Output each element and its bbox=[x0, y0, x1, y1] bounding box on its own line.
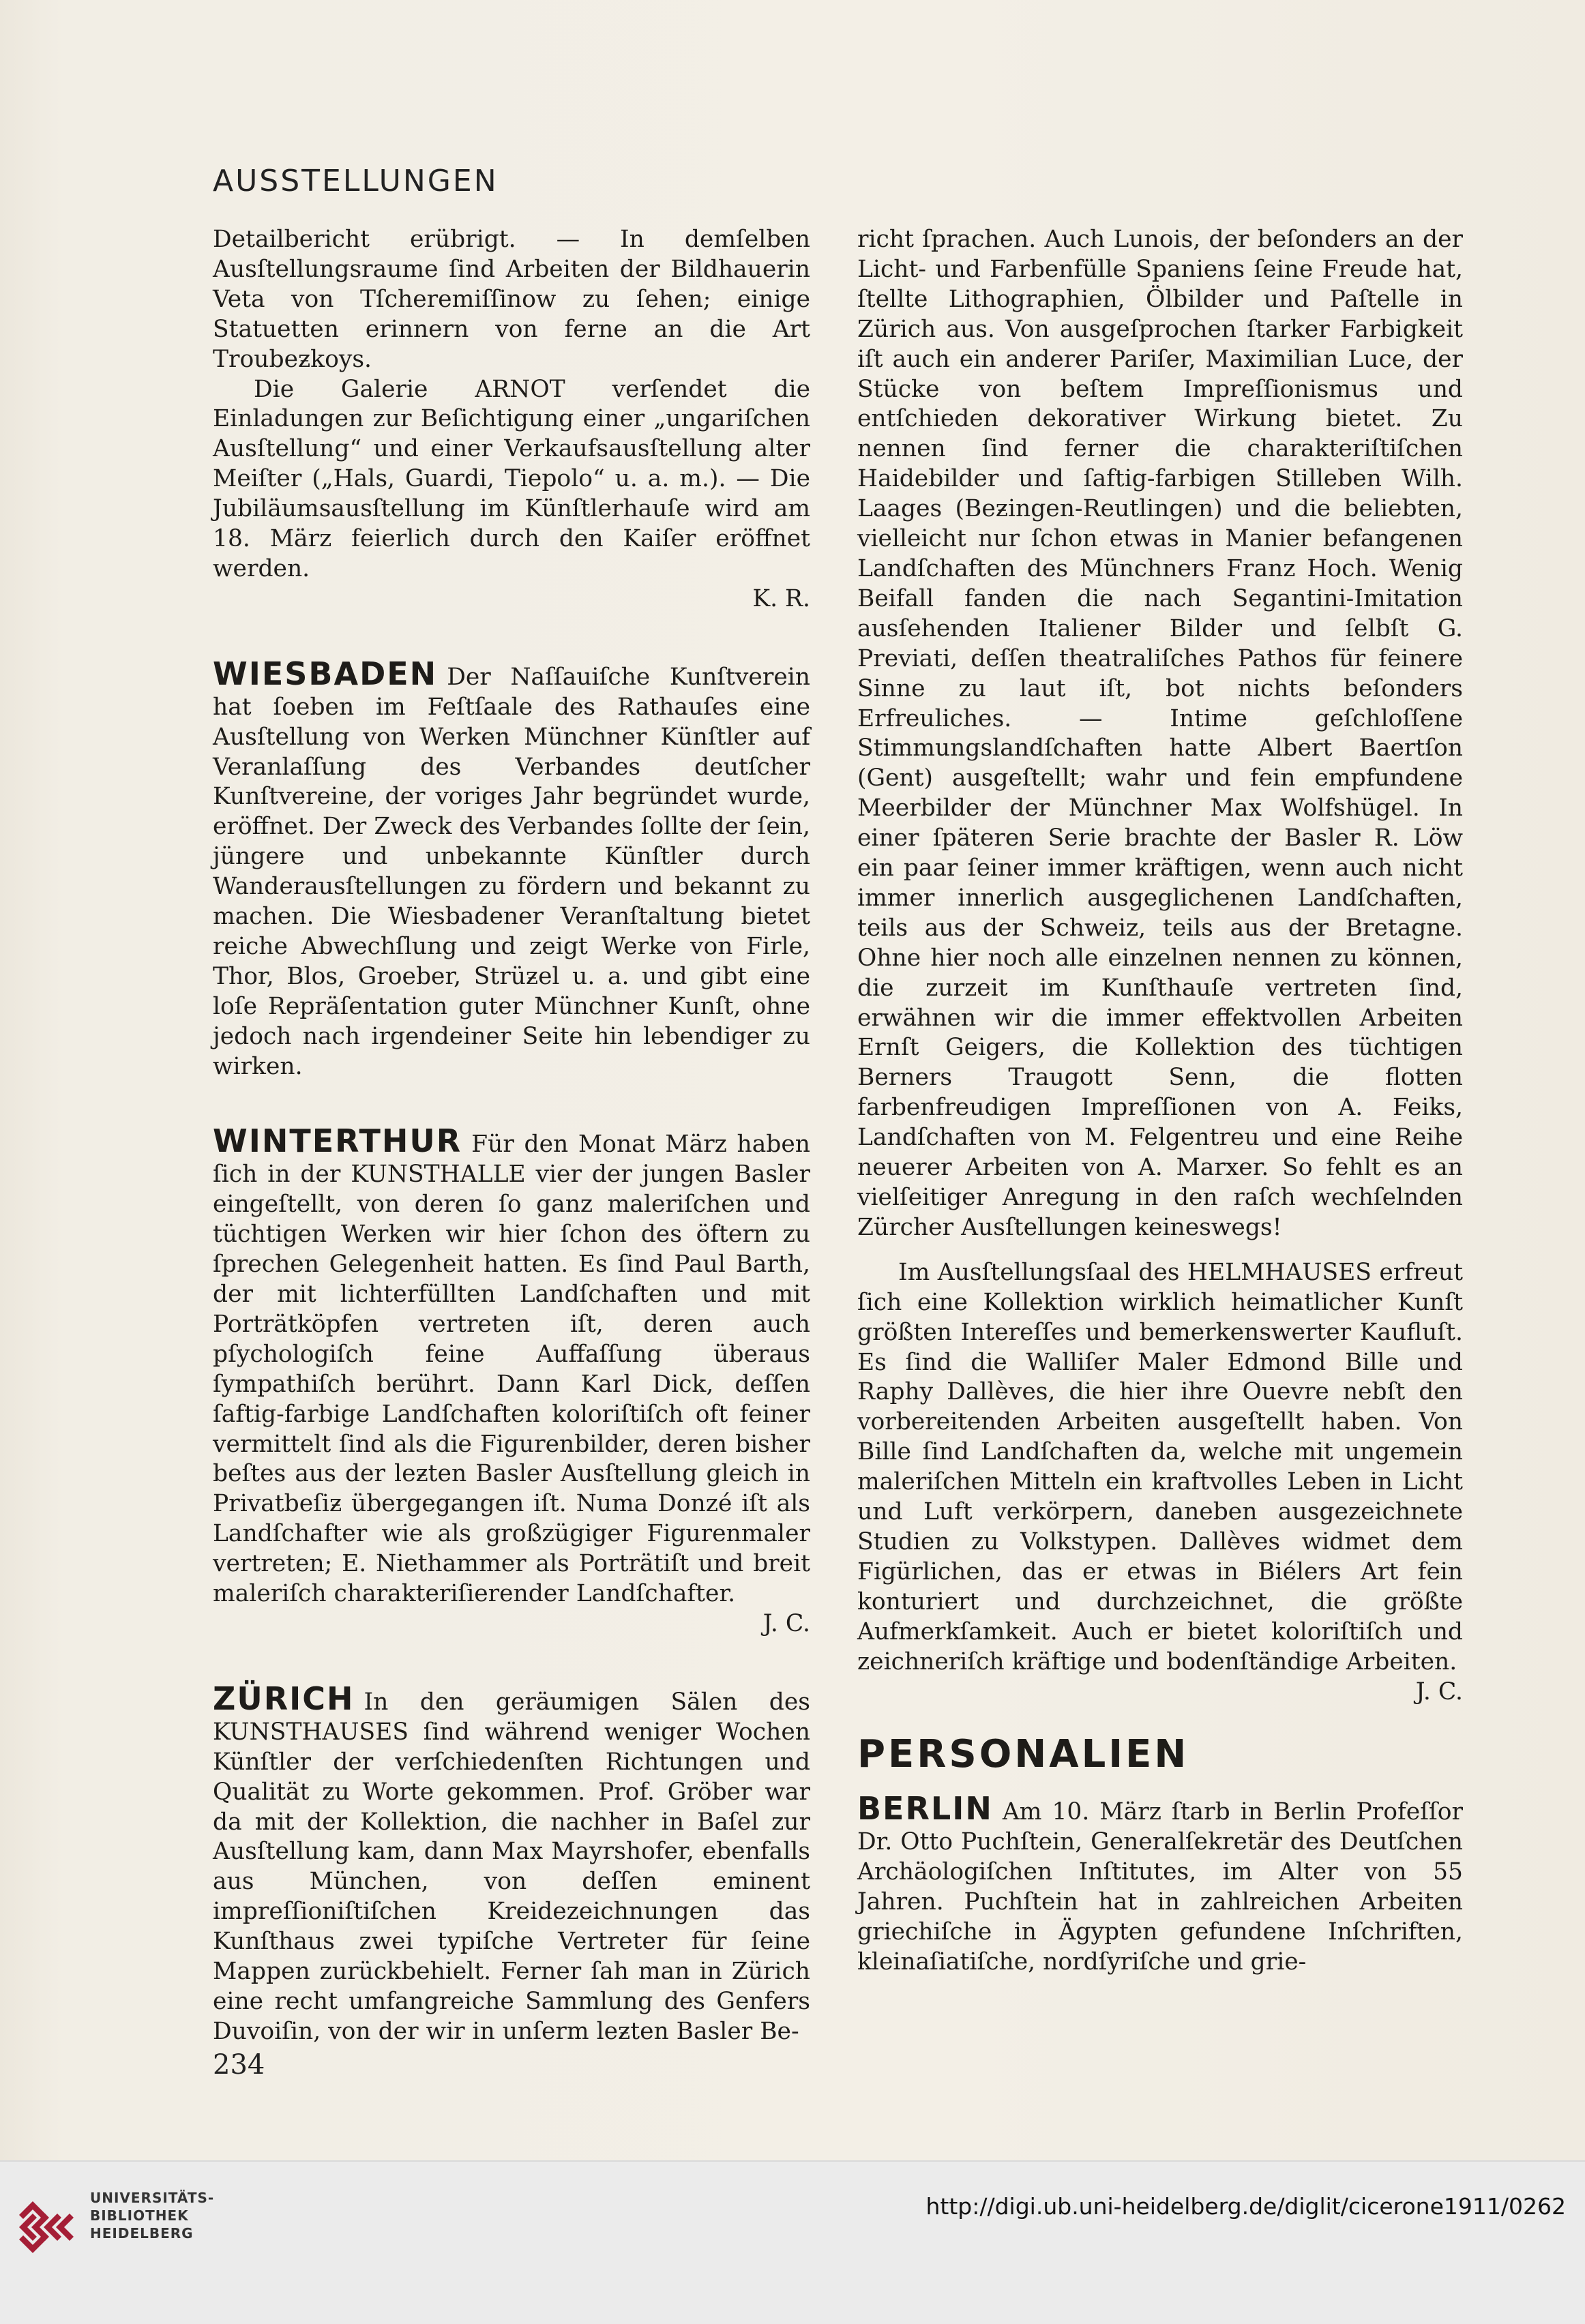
section-heading: BERLIN bbox=[857, 1790, 993, 1828]
library-logo-icon bbox=[12, 2186, 87, 2261]
section-heading: WIESBADEN bbox=[213, 655, 438, 692]
right-column bbox=[857, 225, 1463, 1978]
signature: J. C. bbox=[1415, 1678, 1463, 1705]
section-text: In den geräumigen Sälen des KUNSTHAUSES ſind während weniger Wochen Künſtler der verſchiedenſten Richtungen und Qualität zu Worte gekommen. Prof. Gröber war da mit der Kollektion, die nachher in Baſel zur Ausſtellung kam, dann Max Mayrshofer, ebenfalls aus München, von deſſen eminent impreſſioniſtiſchen Kreidezeichnungen das Kunſthaus zwei typiſche Vertreter für ſeine Mappen zurückbehielt. Ferner ſah man in Zürich eine recht umfangreiche Sammlung des Genfers Duvoiſin, von der wir in unſerm leƶten Basler Be- bbox=[213, 1688, 810, 2045]
left-column bbox=[213, 225, 810, 2047]
section-text: Für den Monat März haben ſich in der KUNSTHALLE vier der jungen Basler eingeſtellt, von deren ſo ganz maleriſchen und tüchtigen Werken wir hier ſchon des öftern zu ſprechen Gelegenheit hatten. Es ſind Paul Barth, der mit lichterfüllten Landſchaften und mit Porträtköpfen vertreten iſt, deren auch pſychologiſch feine Auffaſſung überaus ſympathiſch berührt. Dann Karl Dick, deſſen ſaftig-farbige Landſchaften koloriſtiſch oft feiner vermittelt ſind als die Figurenbilder, deren bisher beſtes aus der leƶten Basler Ausſtellung gleich in Privatbeſiƶ übergegangen iſt. Numa Donzé iſt als Landſchafter wie als großzügiger Figurenmaler vertreten; E. Niethammer als Porträtiſt und breit maleriſch charakteriſierender Landſchafter. bbox=[213, 1131, 810, 1608]
section-heading: WINTERTHUR bbox=[213, 1122, 462, 1160]
library-name: UNIVERSITÄTS- BIBLIOTHEK HEIDELBERG bbox=[90, 2190, 215, 2241]
footer-bar bbox=[0, 2160, 1585, 2324]
paragraph: richt ſprachen. Auch Lunois, der beſonders an der Licht- und Farbenfülle Spaniens ſeine Freude hat, ſtellte Lithographien, Ölbilder und Paſtelle in Zürich aus. Von ausgeſprochen ſtarker Farbigkeit iſt auch ein anderer Pariſer, Maximilian Luce, der Stücke von beſtem Impreſſionismus und entſchieden dekorativer Wirkung bietet. Zu nennen ſind ferner die charakteriſtiſchen Haidebilder und ſaftig-farbigen Stilleben Wilh. Laages (Beƶingen-Reutlingen) und die beliebten, vielleicht nur ſchon etwas in Manier befangenen Landſchaften des Münchners Franz Hoch. Wenig Beifall fanden die nach Segantini-Imitation ausſehenden Italiener Bilder und ſelbſt G. Previati, deſſen theatraliſches Pathos für feinere Sinne zu laut iſt, bot nichts beſonders Erfreuliches. — Intime geſchloſſene Stimmungslandſchaften hatte Albert Baertſon (Gent) ausgeſtellt; wahr und fein empfundene Meerbilder der Münchner Max Wolfshügel. In einer ſpäteren Serie brachte der Basler R. Löw ein paar ſeiner immer kräftigen, wenn auch nicht immer innerlich ausgeglichenen Landſchaften, teils aus der Schweiz, teils aus der Bretagne. Ohne hier noch alle einzelnen nennen zu können, die zurzeit im Kunſthauſe vertreten ſind, erwähnen wir die immer effektvollen Arbeiten Ernſt Geigers, die Kollektion des tüchtigen Berners Traugott Senn, die flotten farbenfreudigen Impreſſionen von A. Feiks, Landſchaften von M. Felgentreu und eine Reihe neuerer Arbeiten von A. Marxer. So fehlt es an vielſeitiger Anregung in den raſch wechſelnden Zürcher Ausſtellungen keineswegs! bbox=[857, 226, 1463, 1241]
paragraph: Die Galerie ARNOT verſendet die Einladungen zur Beſichtigung einer „ungariſchen Ausſtellung“ und einer Verkaufsausſtellung alter Meiſter („Hals, Guardi, Tiepolo“ u. a. m.). — Die Jubiläumsausſtellung im Künſtlerhauſe wird am 18. März feierlich durch den Kaiſer eröffnet werden. bbox=[213, 375, 810, 582]
section-heading: ZÜRICH bbox=[213, 1680, 355, 1717]
source-url-link[interactable]: http://digi.ub.uni-heidelberg.de/diglit/cicerone1911/0262 bbox=[925, 2193, 1566, 2220]
paragraph: Detailbericht erübrigt. — In demſelben Ausſtellungsraume ſind Arbeiten der Bildhauerin Veta von Tſcheremiſſinow zu ſehen; einige Statuetten erinnern von ferne an die Art Troubeƶkoys. bbox=[213, 226, 810, 373]
page-number: 234 bbox=[213, 2049, 265, 2081]
section-wiesbaden bbox=[213, 655, 810, 1082]
section-zurich bbox=[213, 1680, 810, 2047]
signature: J. C. bbox=[762, 1609, 810, 1637]
signature: K. R. bbox=[752, 584, 810, 612]
paragraph: Im Ausſtellungsſaal des HELMHAUSES erfreut ſich eine Kollektion wirklich heimatlicher Kunſt größten Intereſſes und bemerkenswerter Kaufluſt. Es ſind die Walliſer Maler Edmond Bille und Raphy Dallèves, die hier ihre Ouevre nebſt den vorbereitenden Arbeiten ausgeſtellt haben. Von Bille ſind Landſchaften da, welche mit ungemein maleriſchen Mitteln ein kraftvolles Leben in Licht und Luft verkörpern, daneben ausgezeichnete Studien zu Volkstypen. Dallèves widmet dem Figürlichen, das er etwas in Biélers Art fein konturiert und durchzeichnet, die größte Aufmerkſamkeit. Auch er bietet koloriſtiſch und zeichneriſch kräftige und bodenſtändige Arbeiten. bbox=[857, 1258, 1463, 1675]
section-text: Am 10. März ſtarb in Berlin Profeſſor Dr. Otto Puchſtein, Generalſekretär des Deutſchen Archäologiſchen Inſtitutes, im Alter von 55 Jahren. Puchſtein hat in zahlreichen Arbeiten griechiſche in Ägypten gefundene Inſchriften, kleinaſiatiſche, nordſyriſche und grie- bbox=[857, 1798, 1463, 1976]
section-heading-personalien: PERSONALIEN bbox=[857, 1732, 1189, 1777]
running-head: AUSSTELLUNGEN bbox=[213, 164, 499, 198]
section-text: Der Naſſauiſche Kunſtverein hat ſoeben im Feſtſaale des Rathauſes eine Ausſtellung von Werken Münchner Künſtler auf Veranlaſſung des Verbandes deutſcher Kunſtvereine, der voriges Jahr begründet wurde, eröffnet. Der Zweck des Verbandes ſollte der ſein, jüngere und unbekannte Künſtler durch Wanderausſtellungen zu fördern und bekannt zu machen. Die Wiesbadener Veranſtaltung bietet reiche Abwechſlung und zeigt Werke von Firle, Thor, Blos, Groeber, Strüƶel u. a. und gibt eine loſe Repräſentation guter Münchner Kunſt, ohne jedoch nach irgendeiner Seite hin lebendiger zu wirken. bbox=[213, 663, 810, 1080]
section-winterthur bbox=[213, 1122, 810, 1639]
